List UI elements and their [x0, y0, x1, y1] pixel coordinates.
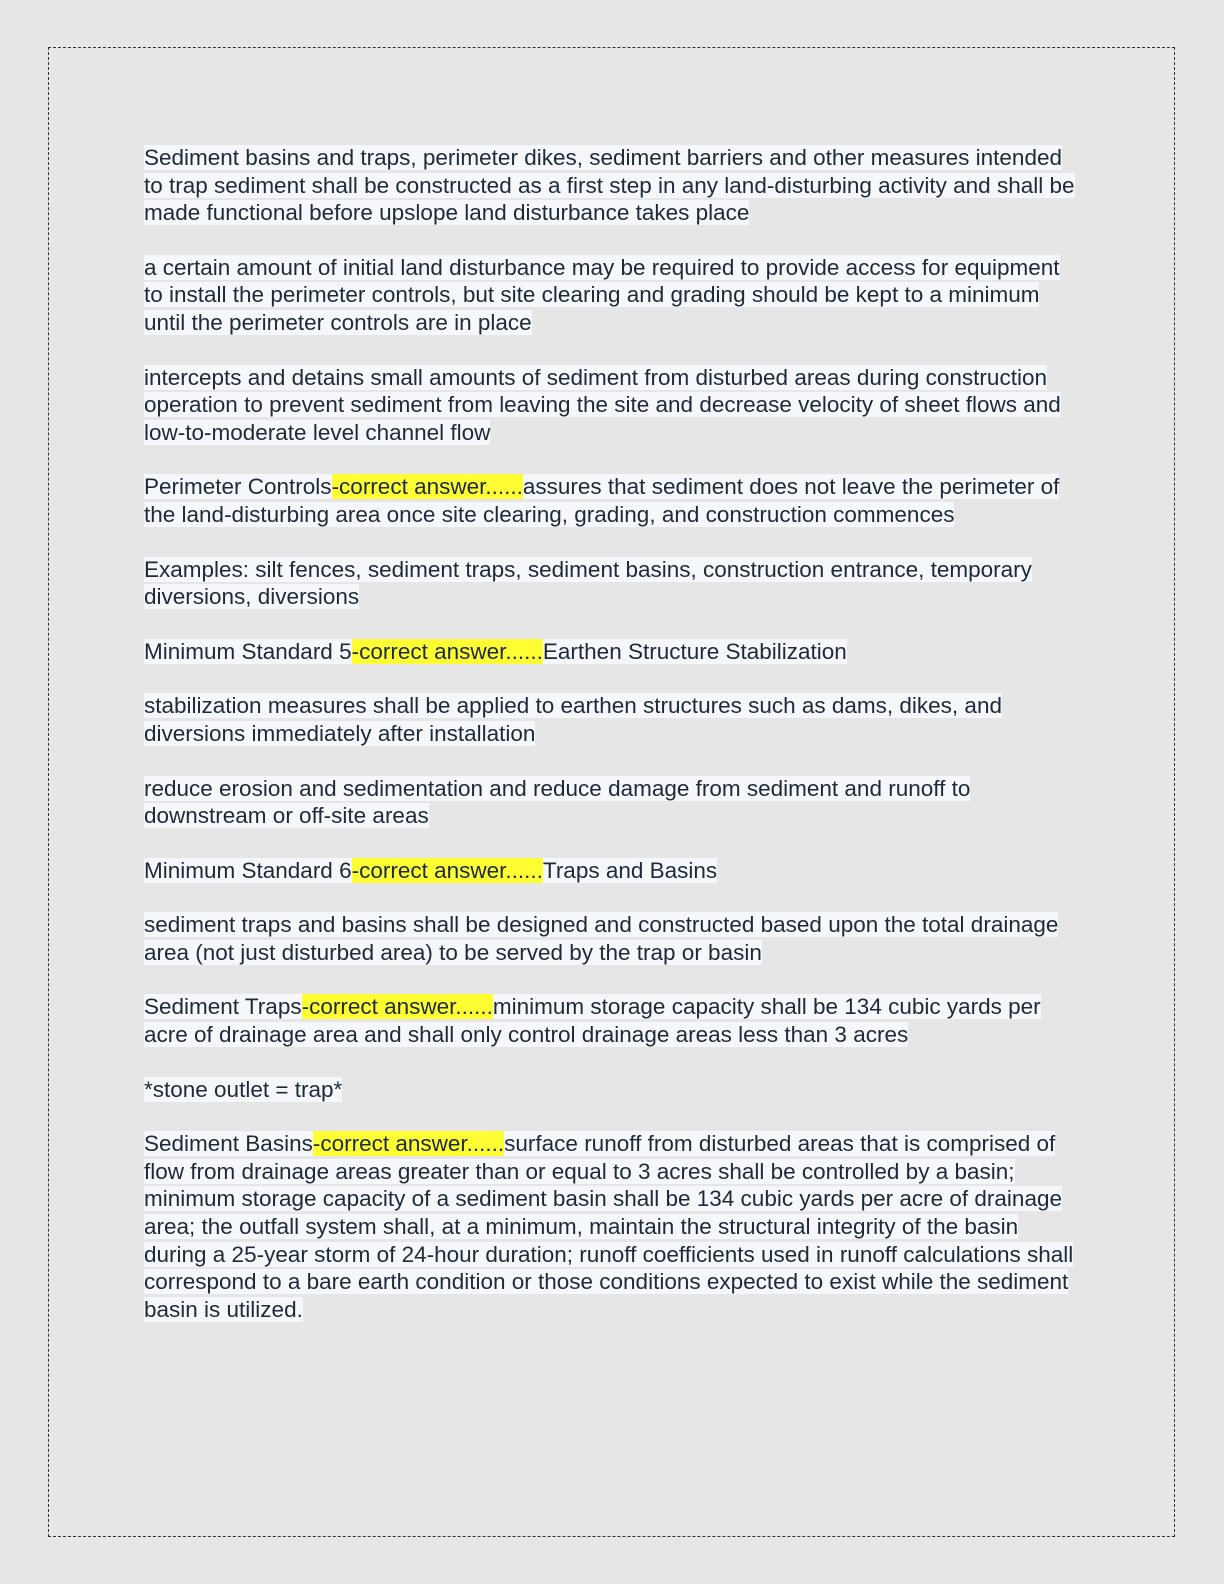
paragraph — [144, 857, 1084, 885]
paragraph — [144, 144, 1084, 227]
highlighted-text: -correct answer...... — [301, 994, 493, 1020]
document-body — [144, 144, 1084, 1350]
text-after: Earthen Structure Stabilization — [542, 638, 847, 664]
text-before: Minimum Standard 6 — [144, 857, 352, 883]
paragraph — [144, 692, 1084, 747]
highlighted-text: -correct answer...... — [331, 474, 523, 500]
paragraph — [144, 993, 1084, 1048]
paragraph-text — [144, 365, 1061, 445]
text-before: *stone outlet = trap* — [144, 1076, 343, 1102]
text-before: Sediment Basins — [144, 1131, 313, 1157]
highlighted-text: -correct answer...... — [351, 638, 543, 664]
paragraph — [144, 254, 1084, 337]
text-before: Sediment basins and traps, perimeter dikes, sediment barriers and other measures intended to trap sediment shall be constructed as a first step in any land-disturbing activity and shall be made functional before upslope land disturbance takes place — [144, 145, 1075, 226]
text-before: Perimeter Controls — [144, 474, 332, 500]
text-before: a certain amount of initial land disturbance may be required to provide access for equipment to install the perimeter controls, but site clearing and grading should be kept to a minimum until the perimeter controls are in place — [144, 254, 1060, 335]
paragraph — [144, 638, 1084, 666]
highlighted-text: -correct answer...... — [312, 1131, 505, 1157]
paragraph-text — [144, 557, 1032, 610]
text-before: Minimum Standard 5 — [144, 638, 352, 664]
paragraph — [144, 775, 1084, 830]
paragraph-text — [144, 145, 1075, 225]
text-after: minimum storage capacity shall be 134 cubic yards per acre of drainage area and shall only control drainage areas less than 3 acres — [144, 994, 1041, 1048]
paragraph — [144, 1076, 1084, 1104]
text-before: sediment traps and basins shall be designed and constructed based upon the total drainage area (not just disturbed area) to be served by the trap or basin — [144, 912, 1059, 965]
paragraph-text — [144, 858, 717, 883]
paragraph-text — [144, 994, 1041, 1047]
text-before: Sediment Traps — [144, 994, 302, 1020]
paragraph-text — [144, 255, 1060, 335]
paragraph — [144, 364, 1084, 447]
paragraph — [144, 556, 1084, 611]
paragraph — [144, 1130, 1084, 1323]
highlighted-text: -correct answer...... — [351, 857, 543, 883]
paragraph-text — [144, 639, 847, 664]
text-before: Examples: silt fences, sediment traps, sediment basins, construction entrance, temporary diversions, diversions — [144, 556, 1032, 610]
text-before: stabilization measures shall be applied to earthen structures such as dams, dikes, and diversions immediately after installation — [144, 693, 1002, 746]
paragraph-text — [144, 1131, 1073, 1322]
paragraph-text — [144, 912, 1058, 965]
text-after: assures that sediment does not leave the perimeter of the land-disturbing area once site clearing, grading, and construction commences — [144, 474, 1060, 527]
text-after: Traps and Basins — [542, 857, 718, 883]
text-after: surface runoff from disturbed areas that is comprised of flow from drainage areas greater than or equal to 3 acres shall be controlled by a basin; minimum storage capacity of a sediment basin shall be 134 cubic yards per acre of drainage area; the outfall system shall, at a minimum, maintain the structural integrity of the basin during a 25-year storm of 24-hour duration; runoff coefficients used in runoff calculations shall correspond to a bare earth condition or those conditions expected to exist while the sediment basin is utilized. — [144, 1131, 1074, 1322]
paragraph-text — [144, 776, 970, 829]
text-before: reduce erosion and sedimentation and reduce damage from sediment and runoff to downstream or off-site areas — [144, 775, 971, 829]
paragraph — [144, 473, 1084, 528]
paragraph-text — [144, 1077, 342, 1102]
paragraph — [144, 911, 1084, 966]
text-before: intercepts and detains small amounts of sediment from disturbed areas during construction operation to prevent sediment from leaving the site and decrease velocity of sheet flows and low-to-moderate level channel flow — [144, 364, 1061, 445]
paragraph-text — [144, 474, 1059, 527]
paragraph-text — [144, 693, 1002, 746]
